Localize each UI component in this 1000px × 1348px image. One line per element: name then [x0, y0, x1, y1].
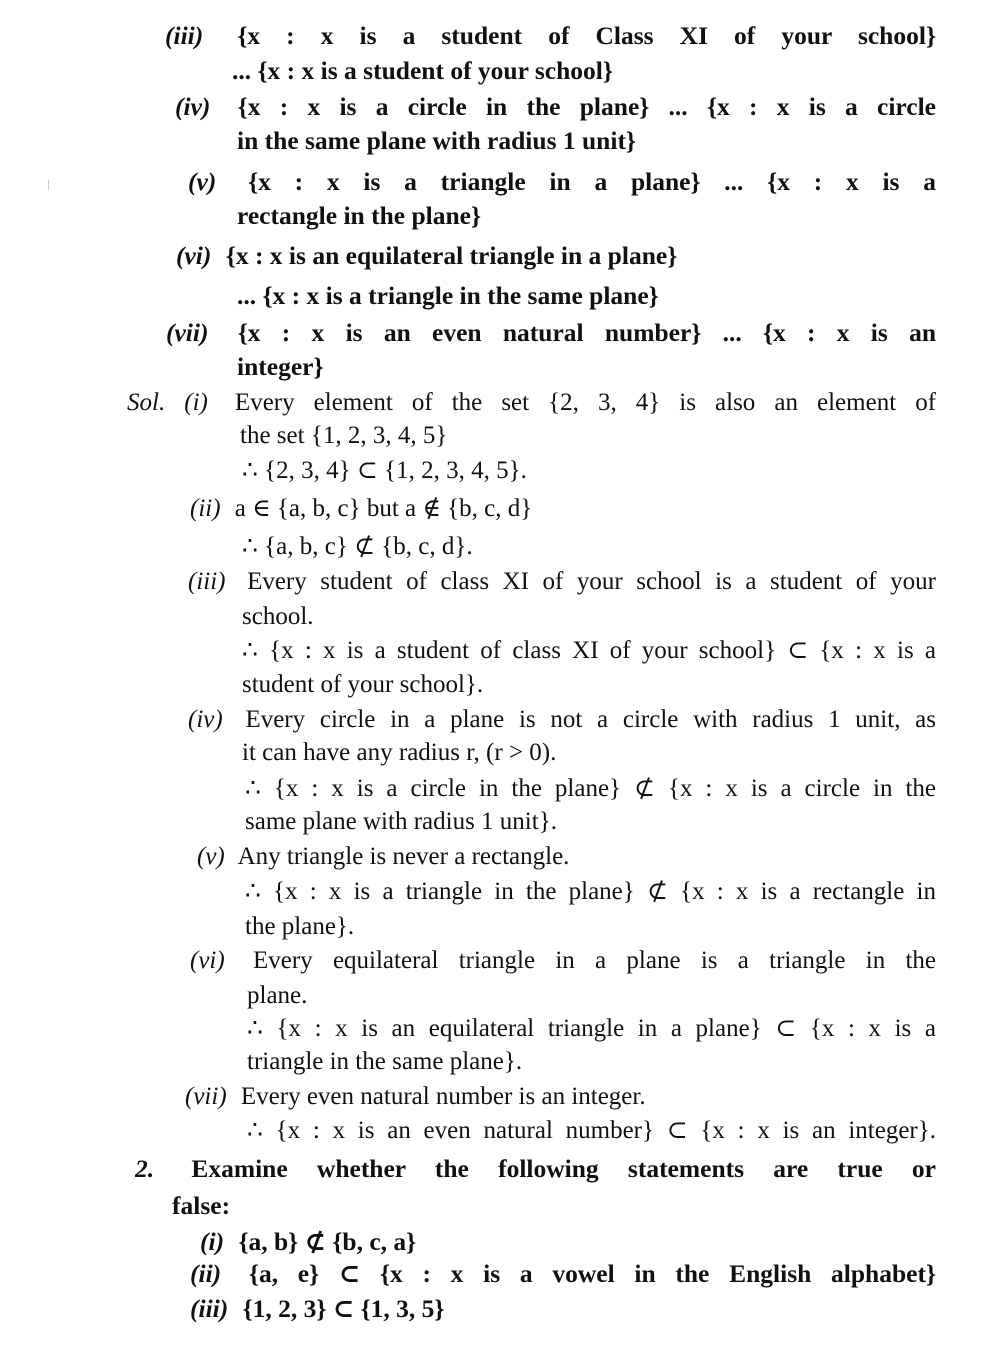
text-line: [188, 166, 936, 198]
text-line: [242, 601, 314, 633]
line-text: {a, e} ⊂ {x : x is a vowel in the English alphabet}: [248, 1259, 936, 1288]
text-line: [242, 669, 483, 701]
line-text: {1, 2, 3} ⊂ {1, 3, 5}: [242, 1294, 445, 1323]
text-line: [245, 806, 557, 838]
text-line: [197, 841, 569, 873]
line-text: triangle in the same plane}.: [247, 1048, 523, 1075]
text-line: [190, 493, 532, 525]
item-label: (vi): [176, 241, 212, 270]
text-line: [242, 531, 473, 563]
line-text: rectangle in the plane}: [237, 201, 482, 230]
item-label: (vi): [190, 947, 225, 974]
text-line: [237, 280, 659, 312]
line-text: ... {x : x is a triangle in the same plane}: [237, 281, 659, 310]
line-text: ∴ {x : x is an even natural number} ⊂ {x : x is an integer}.: [247, 1117, 936, 1144]
line-text: {a, b} ⊄ {b, c, a}: [238, 1227, 417, 1256]
line-text: the set {1, 2, 3, 4, 5}: [240, 422, 448, 449]
text-line: [245, 911, 354, 943]
line-text: {x : x is a student of Class XI of your school}: [237, 21, 936, 50]
text-line: [135, 1153, 936, 1185]
text-line: [165, 20, 936, 52]
line-text: school.: [242, 603, 314, 630]
line-text: Examine whether the following statements are true or: [191, 1154, 936, 1183]
line-text: {x : x is a circle in the plane} ... {x : x is a circle: [237, 92, 936, 121]
item-label: (iv): [175, 92, 211, 121]
item-label: 2.: [135, 1154, 155, 1183]
text-line: [190, 945, 936, 977]
item-label: Sol. (i): [127, 389, 208, 416]
text-line: [242, 737, 556, 769]
line-text: it can have any radius r, (r > 0).: [242, 739, 557, 766]
line-text: Every element of the set {2, 3, 4} is also an element of: [234, 389, 936, 416]
text-line: [245, 773, 936, 805]
line-text: Every circle in a plane is not a circle with radius 1 unit, as: [245, 706, 936, 733]
margin-mark: [48, 180, 49, 190]
text-line: [237, 351, 324, 383]
text-line: [247, 980, 307, 1012]
item-label: (iii): [165, 21, 204, 50]
line-text: in the same plane with radius 1 unit}: [237, 126, 636, 155]
line-text: integer}: [237, 352, 324, 381]
text-line: [176, 240, 677, 272]
item-label: (i): [200, 1227, 225, 1256]
text-line: [242, 455, 527, 487]
text-line: [127, 387, 936, 419]
text-line: [188, 566, 936, 598]
text-line: [185, 1081, 646, 1113]
text-line: [172, 1190, 230, 1222]
item-label: (ii): [190, 495, 221, 522]
line-text: false:: [172, 1191, 231, 1220]
item-label: (v): [197, 843, 225, 870]
line-text: ∴ {x : x is a student of class XI of your school} ⊂ {x : x is a: [242, 637, 936, 664]
item-label: (vii): [166, 318, 209, 347]
line-text: ∴ {2, 3, 4} ⊂ {1, 2, 3, 4, 5}.: [242, 457, 527, 484]
line-text: Every even natural number is an integer.: [240, 1083, 646, 1110]
text-line: [247, 1013, 936, 1045]
text-line: [242, 635, 936, 667]
text-line: [247, 1115, 936, 1147]
item-label: (iv): [188, 706, 223, 733]
line-text: a ∈ {a, b, c} but a ∉ {b, c, d}: [234, 495, 533, 522]
line-text: Every equilateral triangle in a plane is a triangle in the: [252, 947, 936, 974]
text-line: [200, 1226, 416, 1258]
text-line: [247, 1046, 522, 1078]
line-text: same plane with radius 1 unit}.: [245, 808, 557, 835]
text-line: [237, 200, 481, 232]
item-label: (vii): [185, 1083, 227, 1110]
line-text: {x : x is an even natural number} ... {x : x is an: [237, 318, 936, 347]
item-label: (iii): [190, 1294, 229, 1323]
item-label: (v): [188, 167, 217, 196]
item-label: (iii): [188, 568, 226, 595]
line-text: plane.: [247, 982, 308, 1009]
line-text: ∴ {x : x is an equilateral triangle in a plane} ⊂ {x : x is a: [247, 1015, 936, 1042]
line-text: student of your school}.: [242, 671, 484, 698]
text-line: [190, 1293, 444, 1325]
text-line: [188, 704, 936, 736]
line-text: {x : x is an equilateral triangle in a plane}: [225, 241, 678, 270]
line-text: ∴ {a, b, c} ⊄ {b, c, d}.: [242, 533, 473, 560]
line-text: ∴ {x : x is a triangle in the plane} ⊄ {x : x is a rectangle in: [245, 878, 936, 905]
text-line: [240, 420, 447, 452]
text-line: [232, 55, 613, 87]
line-text: {x : x is a triangle in a plane} ... {x : x is a: [248, 167, 936, 196]
line-text: Every student of class XI of your school is a student of your: [247, 568, 936, 595]
text-line: [190, 1258, 936, 1290]
text-line: [245, 876, 936, 908]
item-label: (ii): [190, 1259, 222, 1288]
line-text: Any triangle is never a rectangle.: [237, 843, 570, 870]
text-line: [237, 125, 636, 157]
line-text: ∴ {x : x is a circle in the plane} ⊄ {x : x is a circle in the: [245, 775, 936, 802]
line-text: ... {x : x is a student of your school}: [232, 56, 613, 85]
text-line: [175, 91, 936, 123]
line-text: the plane}.: [245, 913, 355, 940]
text-line: [166, 317, 936, 349]
